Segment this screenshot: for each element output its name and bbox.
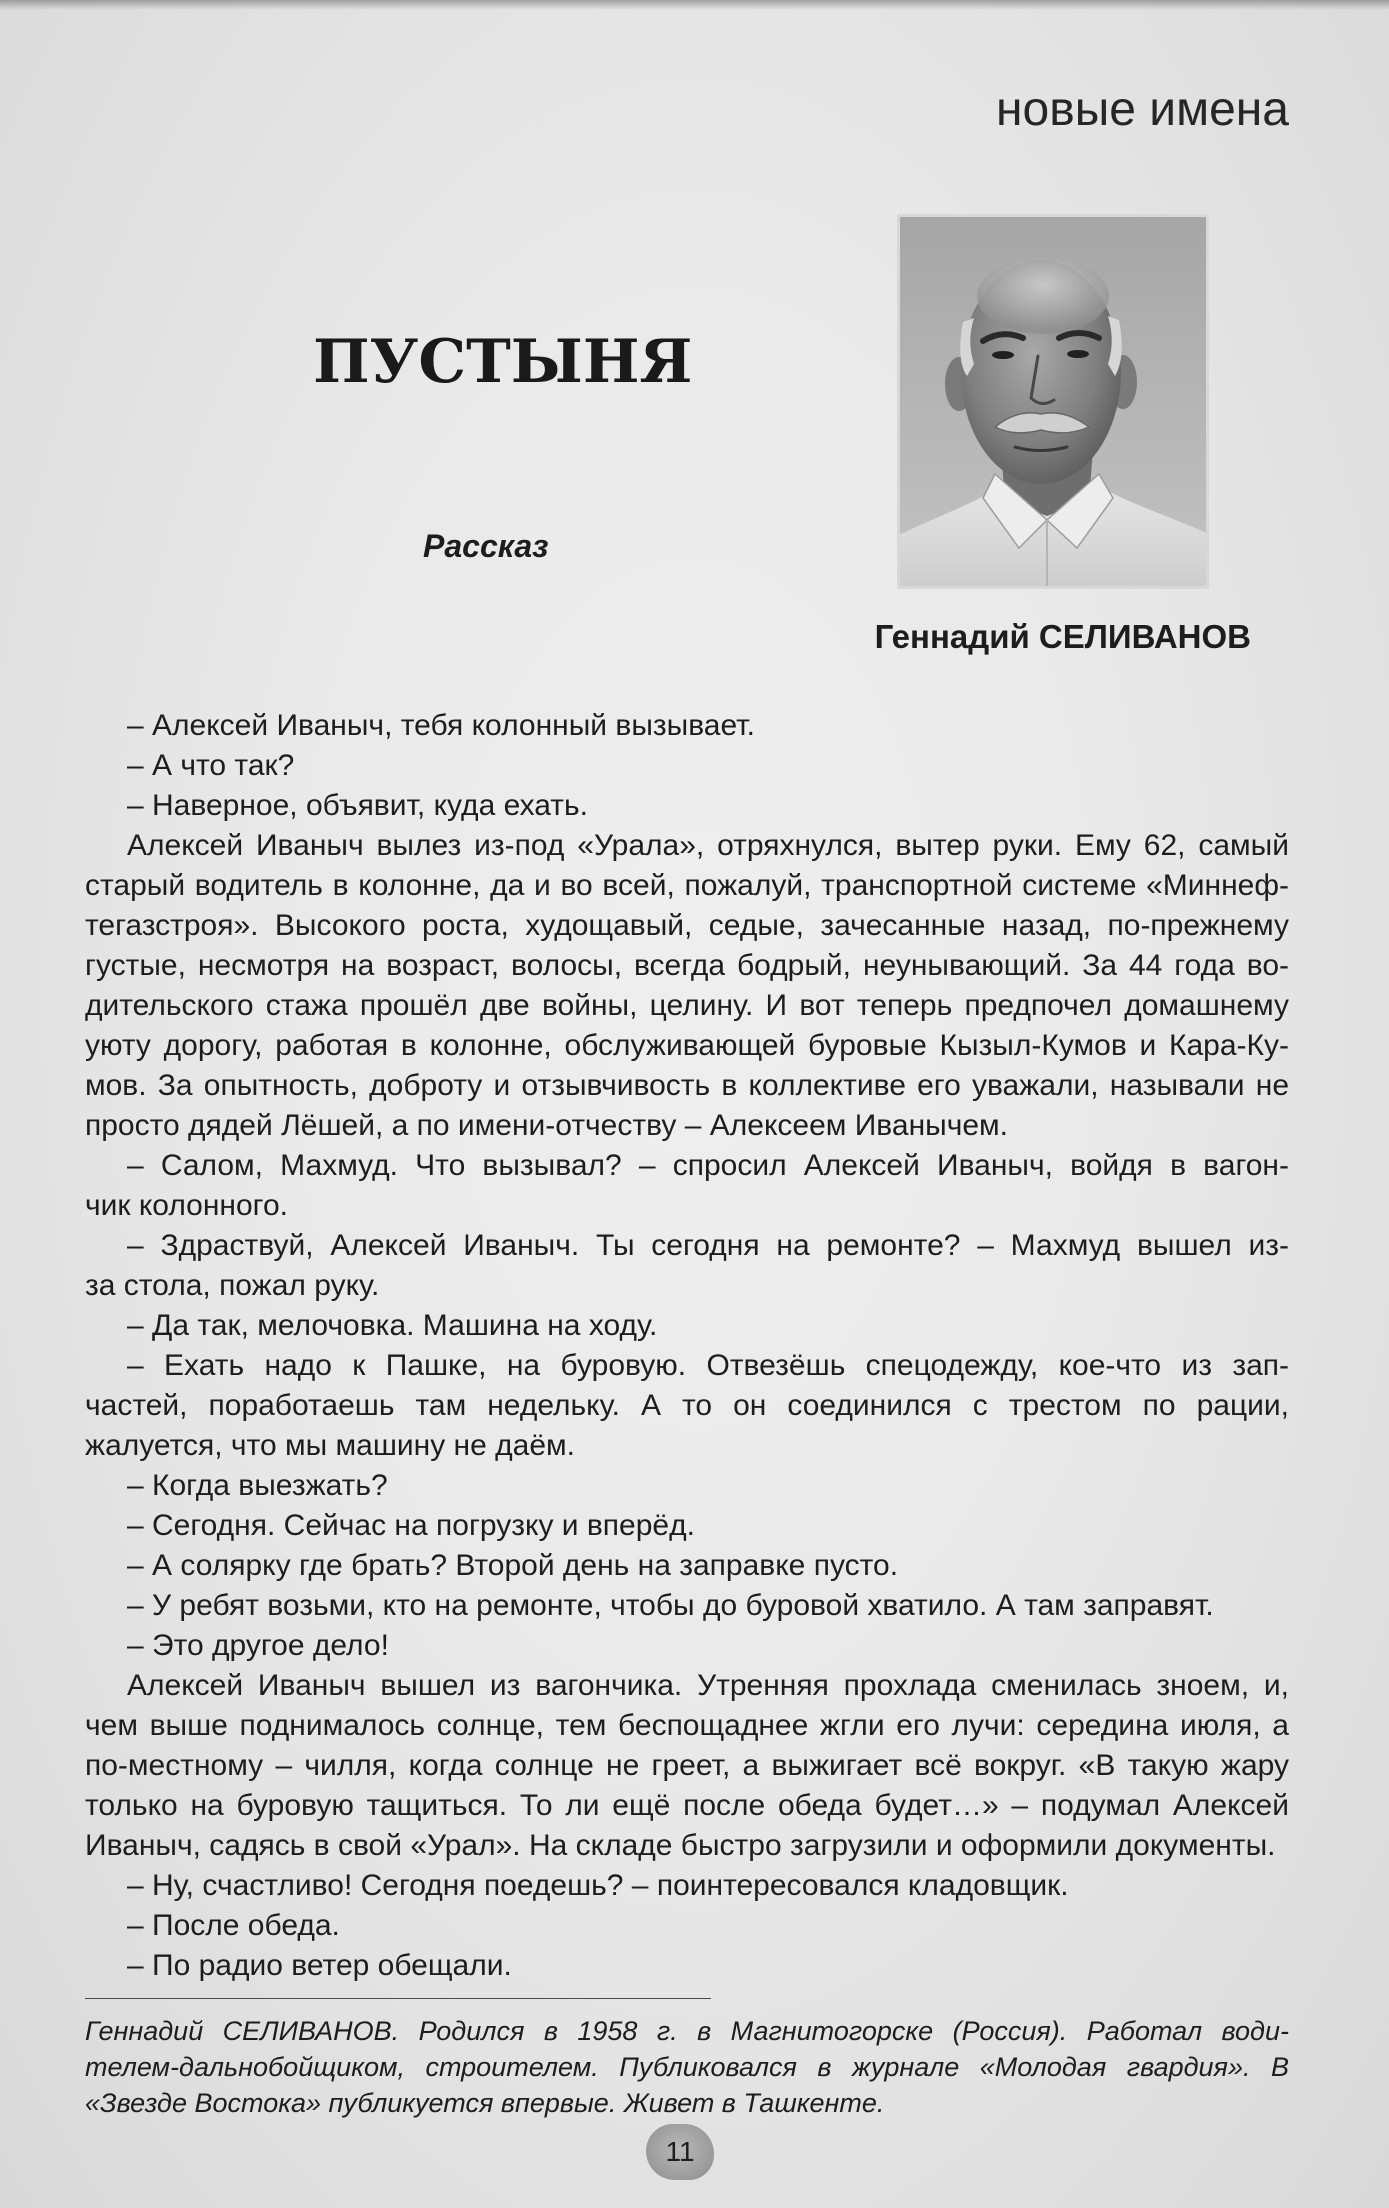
text-line: – У ребят возьми, кто на ремонте, чтобы до буровой хватило. А там заправят. — [127, 1589, 1214, 1622]
text-line: – Когда выезжать? — [127, 1469, 388, 1502]
paragraph — [85, 1946, 1289, 1986]
paragraph — [85, 746, 1289, 786]
paragraph — [85, 706, 1289, 746]
page-number: 11 — [646, 2124, 714, 2180]
text-line: чик колонного. — [85, 1189, 288, 1222]
text-line: старый водитель в колонне, да и во всей, пожалуй, транспортной системе «Миннеф- — [85, 869, 1289, 902]
article-title: ПУСТЫНЯ — [313, 327, 693, 397]
text-line: Алексей Иваныч вышел из вагончика. Утренняя прохлада сменилась зноем, и, — [127, 1669, 1289, 1702]
author-name: Геннадий СЕЛИВАНОВ — [874, 618, 1251, 655]
text-line: – Салом, Махмуд. Что вызывал? – спросил Алексей Иваныч, войдя в вагон- — [127, 1149, 1289, 1182]
text-line: – А что так? — [127, 749, 295, 782]
text-line: по-местному – чилля, когда солнце не греет, а выжигает всё вокруг. «В такую жару — [85, 1749, 1289, 1782]
text-line: жалуется, что мы машину не даём. — [85, 1429, 575, 1462]
genre-label: Рассказ — [423, 528, 549, 564]
text-line: только на буровую тащиться. То ли ещё после обеда будет…» – подумал Алексей — [85, 1789, 1289, 1822]
text-line: – Ну, счастливо! Сегодня поедешь? – поинтересовался кладовщик. — [127, 1869, 1069, 1902]
text-line: густые, несмотря на возраст, волосы, всегда бодрый, неунывающий. За 44 года во- — [85, 949, 1289, 982]
footnote-divider — [85, 1998, 711, 1999]
paragraph — [85, 1226, 1289, 1306]
text-line: тегазстроя». Высокого роста, худощавый, седые, зачесанные назад, по-прежнему — [85, 909, 1289, 942]
text-line: – Наверное, объявит, куда ехать. — [127, 789, 589, 822]
text-line: частей, поработаешь там недельку. А то он соединился с трестом по рации, — [85, 1389, 1289, 1422]
text-line: чем выше поднималось солнце, тем беспощаднее жгли его лучи: середина июля, а — [85, 1709, 1289, 1742]
text-line: – Ехать надо к Пашке, на буровую. Отвезёшь спецодежду, кое-что из зап- — [127, 1349, 1289, 1382]
paragraph — [85, 1666, 1289, 1866]
text-line: просто дядей Лёшей, а по имени-отчеству – Алексеем Иванычем. — [85, 1109, 1008, 1142]
author-portrait-image — [897, 214, 1209, 589]
paragraph — [85, 1546, 1289, 1586]
paragraph — [85, 1506, 1289, 1546]
footnote — [85, 2013, 1289, 2121]
article-body — [85, 706, 1289, 1986]
text-line: – Алексей Иваныч, тебя колонный вызывает. — [127, 709, 755, 742]
text-line: – После обеда. — [127, 1909, 340, 1942]
text-line: Алексей Иваныч вылез из-под «Урала», отряхнулся, вытер руки. Ему 62, самый — [127, 829, 1289, 862]
paragraph — [85, 1306, 1289, 1346]
text-line: – Да так, мелочовка. Машина на ходу. — [127, 1309, 658, 1342]
text-line: дительского стажа прошёл две войны, целину. И вот теперь предпочел домашнему — [85, 989, 1289, 1022]
paragraph — [85, 786, 1289, 826]
footnote-line: телем-дальнобойщиком, строителем. Публиковался в журнале «Молодая гвардия». В — [85, 2052, 1289, 2082]
footnote-line: «Звезде Востока» публикуется впервые. Живет в Ташкенте. — [85, 2088, 885, 2118]
text-line: – А солярку где брать? Второй день на заправке пусто. — [127, 1549, 899, 1582]
section-title: новые имена — [996, 83, 1289, 136]
paragraph — [85, 1466, 1289, 1506]
paragraph — [85, 1906, 1289, 1946]
text-line: – По радио ветер обещали. — [127, 1949, 512, 1982]
text-line: – Сегодня. Сейчас на погрузку и вперёд. — [127, 1509, 695, 1542]
paragraph — [85, 1586, 1289, 1626]
paragraph — [85, 1866, 1289, 1906]
footnote-line: Геннадий СЕЛИВАНОВ. Родился в 1958 г. в Магнитогорске (Россия). Работал води- — [85, 2016, 1289, 2046]
paragraph — [85, 1146, 1289, 1226]
paragraph — [85, 1626, 1289, 1666]
author-photo — [897, 214, 1209, 589]
scan-top-edge — [0, 0, 1389, 10]
text-line: мов. За опытность, доброту и отзывчивость в коллективе его уважали, называли не — [85, 1069, 1289, 1102]
paragraph — [85, 826, 1289, 1146]
text-line: уюту дорогу, работая в колонне, обслуживающей буровые Кызыл-Кумов и Кара-Ку- — [85, 1029, 1289, 1062]
text-line: за стола, пожал руку. — [85, 1269, 380, 1302]
text-line: – Это другое дело! — [127, 1629, 389, 1662]
text-line: Иваныч, садясь в свой «Урал». На складе быстро загрузили и оформили документы. — [85, 1829, 1276, 1862]
paragraph — [85, 1346, 1289, 1466]
text-line: – Здраствуй, Алексей Иваныч. Ты сегодня на ремонте? – Махмуд вышел из- — [127, 1229, 1289, 1262]
